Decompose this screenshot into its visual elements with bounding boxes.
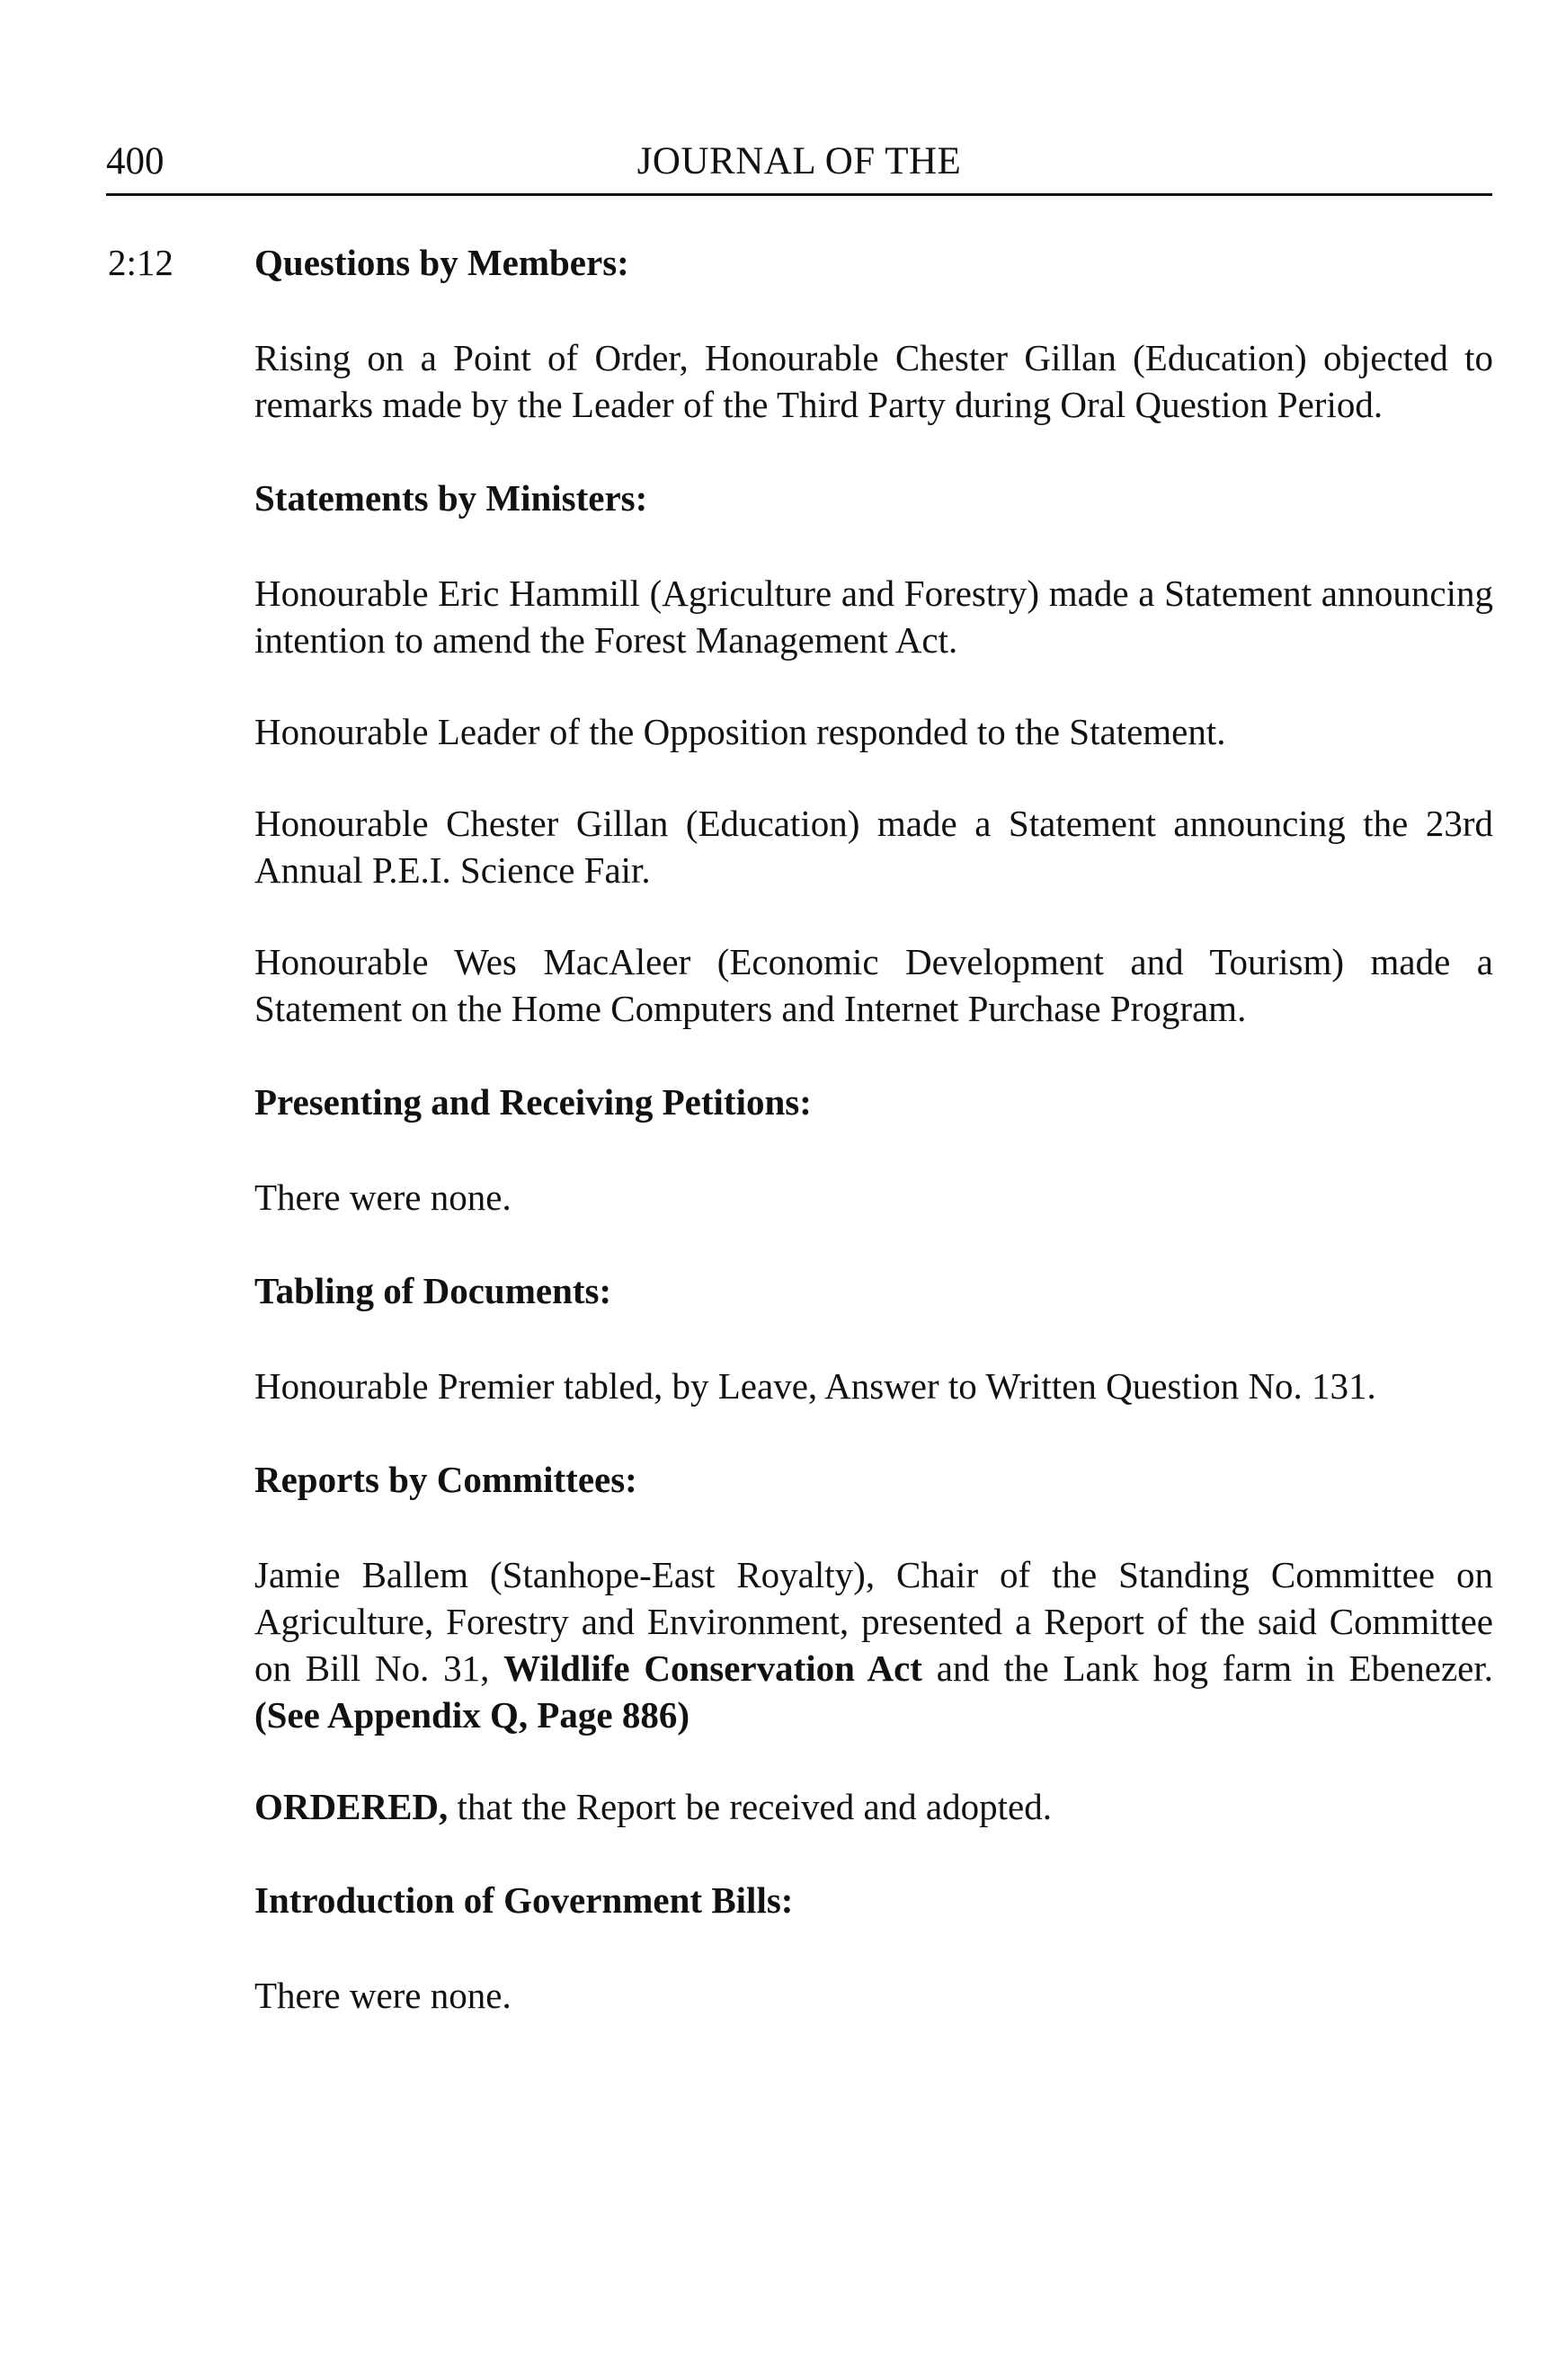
paragraph-no-government-bills: There were none.	[254, 1975, 512, 2016]
page-header	[106, 135, 1492, 189]
heading-questions-by-members: Questions by Members:	[254, 242, 629, 283]
ordered-text: that the Report be received and adopted.	[448, 1786, 1052, 1827]
report-text-part2: and the Lank hog farm in Ebenezer.	[921, 1647, 1493, 1689]
header-rule	[106, 193, 1492, 196]
heading-government-bills: Introduction of Government Bills:	[254, 1879, 794, 1921]
paragraph-premier-tabled: Honourable Premier tabled, by Leave, Answer to Written Question No. 131.	[254, 1365, 1376, 1407]
paragraph-opposition-response: Honourable Leader of the Opposition responded to the Statement.	[254, 711, 1226, 752]
ordered-label: ORDERED,	[254, 1786, 449, 1827]
running-title: JOURNAL OF THE	[636, 140, 962, 182]
paragraph-no-petitions: There were none.	[254, 1177, 512, 1218]
bill-title: Wildlife Conservation Act	[503, 1647, 922, 1689]
time-stamp: 2:12	[108, 242, 173, 283]
report-text-part1: Jamie Ballem (Stanhope-East Royalty), Chair of the Standing Committee on Agriculture, Forestry and Environment, presented a Report of the said Committee on Bill No. 31,	[254, 1554, 1493, 1689]
heading-petitions: Presenting and Receiving Petitions:	[254, 1081, 812, 1123]
paragraph-committee-report	[254, 1551, 1493, 1738]
paragraph-statement-hammill: Honourable Eric Hammill (Agriculture and Forestry) made a Statement announcing intention to amend the Forest Management Act.	[254, 573, 1493, 661]
journal-content	[254, 237, 1493, 2019]
heading-tabling-of-documents: Tabling of Documents:	[254, 1270, 612, 1311]
heading-statements-by-ministers: Statements by Ministers:	[254, 477, 648, 519]
page-number: 400	[106, 140, 165, 182]
paragraph-point-of-order: Rising on a Point of Order, Honourable Chester Gillan (Education) objected to remarks made by the Leader of the Third Party during Oral Question Period.	[254, 337, 1493, 425]
heading-reports-by-committees: Reports by Committees:	[254, 1459, 637, 1500]
paragraph-statement-gillan: Honourable Chester Gillan (Education) made a Statement announcing the 23rd Annual P.E.I. Science Fair.	[254, 803, 1493, 891]
appendix-reference: (See Appendix Q, Page 886)	[254, 1694, 690, 1736]
paragraph-statement-macaleer: Honourable Wes MacAleer (Economic Development and Tourism) made a Statement on the Home Computers and Internet Purchase Program.	[254, 941, 1493, 1029]
paragraph-ordered	[254, 1783, 1493, 1830]
